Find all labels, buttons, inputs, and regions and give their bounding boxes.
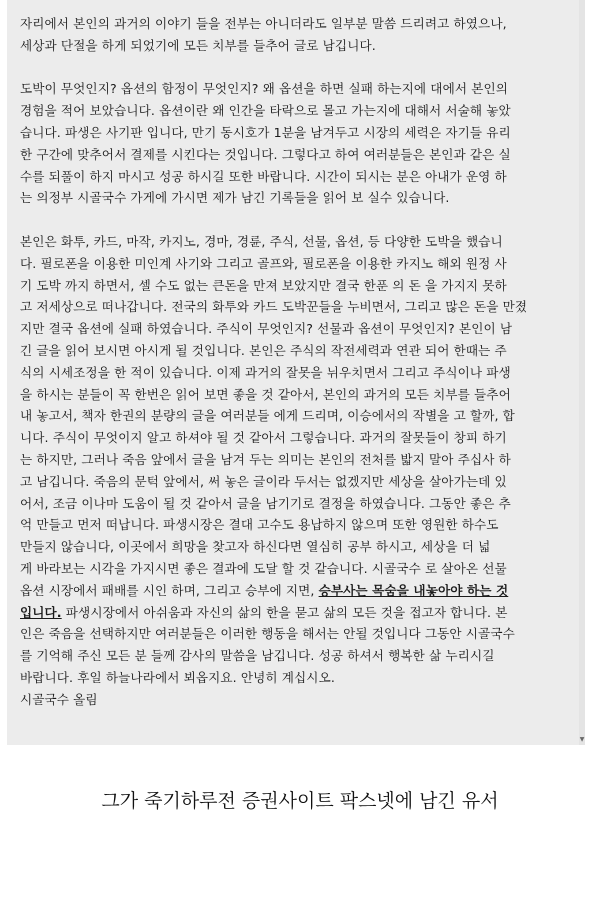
scanned-letter-screenshot bbox=[7, 0, 585, 745]
caption: 그가 죽기하루전 증권사이트 팍스넷에 남긴 유서 bbox=[101, 790, 499, 812]
text-line: 을 하시는 분들이 꼭 한번은 읽어 보면 좋을 것 같아서, 본인의 과거의 모든 치부를 들추어 bbox=[20, 386, 511, 402]
text-line: 억 만들고 먼저 떠납니다. 파생시장은 결대 고수도 용납하지 않으며 또한 영원한 하수도 bbox=[20, 517, 499, 533]
text-segment: 파생시장에서 아쉬움과 자신의 삶의 한을 묻고 삶의 모든 것을 접고자 합니다. 본 bbox=[61, 604, 508, 620]
scrollbar[interactable] bbox=[579, 0, 585, 745]
section1-paragraph bbox=[20, 78, 575, 209]
text-line: 만들지 않습니다, 이곳에서 희망을 찾고자 하신다면 열심히 공부 하시고, 세상을 더 넓 bbox=[20, 539, 491, 555]
text-line: 세상과 단절을 하게 되었기에 모든 치부를 들추어 글로 남깁니다. bbox=[20, 37, 376, 53]
text-line: 수를 되풀이 하지 마시고 성공 하시길 또한 바랍니다. 시간이 되시는 분은 아내가 운영 하 bbox=[20, 168, 507, 184]
text-line: 본인은 화투, 카드, 마작, 카지노, 경마, 경륜, 주식, 선물, 옵션, 등 다양한 도박을 했습니 bbox=[20, 233, 503, 249]
text-line: 다. 필로폰을 이용한 미인계 사기와 그리고 골프와, 필로폰을 이용한 카지노 해외 원정 사 bbox=[20, 255, 507, 271]
text-line: 긴 글을 읽어 보시면 아시게 될 것입니다. 본인은 주식의 작전세력과 연관 되어 한때는 주 bbox=[20, 342, 507, 358]
scroll-down-arrow-icon[interactable]: ▼ bbox=[579, 736, 585, 743]
text-line: 자리에서 본인의 과거의 이야기 들을 전부는 아니더라도 일부분 말씀 드리려고 하였으나, bbox=[20, 16, 507, 31]
text-line: 한 구간에 맞추어서 결제를 시킨다는 것입니다. 그렇다고 하여 여러분들은 본인과 같은 실 bbox=[20, 146, 511, 162]
letter-body bbox=[20, 13, 575, 711]
signature: 시골국수 올림 bbox=[20, 691, 98, 707]
text-line: 는 하지만, 그러나 죽음 앞에서 글을 남겨 두는 의미는 본인의 전처를 밟지 말아 주십사 하 bbox=[20, 451, 511, 467]
text-line: 내 놓고서, 책자 한권의 분량의 글을 여러분들 에게 드리며, 이승에서의 작별을 고 할까, 합 bbox=[20, 408, 515, 424]
emphasized-text: 입니다. bbox=[20, 604, 62, 620]
text-line: 습니다. 파생은 사기판 입니다, 만기 동시호가 1분을 남겨두고 시장의 세력은 자기들 유리 bbox=[20, 124, 511, 140]
text-line: 어서, 조금 이나마 도움이 될 것 같아서 글을 남기기로 결정을 하였습니다. 그동안 좋은 추 bbox=[20, 495, 511, 511]
text-line bbox=[20, 602, 575, 624]
text-line: 식의 시세조정을 한 적이 있습니다. 이제 과거의 잘못을 뉘우치면서 그리고 주식이나 파생 bbox=[20, 364, 511, 380]
text-line: 도박이 무엇인지? 옵션의 함정이 무엇인지? 왜 옵션을 하면 실패 하는지에 대에서 본인의 bbox=[20, 81, 508, 97]
text-line: 는 의정부 시골국수 가게에 가시면 제가 남긴 기록들을 읽어 보 실수 있습니다. bbox=[20, 190, 450, 206]
text-line: 지만 결국 옵션에 실패 하였습니다. 주식이 무엇인지? 선물과 옵션이 무엇인지? 본인이 남 bbox=[20, 321, 513, 337]
text-line: 고 저세상으로 떠나갑니다. 전국의 화투와 카드 도박꾼들을 누비면서, 그리고 많은 돈을 만졌 bbox=[20, 299, 528, 315]
text-line: 기 도박 까지 하면서, 셀 수도 없는 큰돈을 만져 보았지만 결국 한푼 의 돈 을 가지지 못하 bbox=[20, 277, 507, 293]
section2-paragraph bbox=[20, 231, 575, 711]
text-line: 게 바라보는 시각을 가지시면 좋은 결과에 도달 할 것 같습니다. 시골국수 로 살아온 선물 bbox=[20, 560, 507, 576]
text-line: 인은 죽음을 선택하지만 여러분들은 이러한 행동을 해서는 안될 것입니다 그동안 시골국수 bbox=[20, 626, 515, 642]
text-line: 바랍니다. 후일 하늘나라에서 뵈옵지요. 안녕히 계십시오. bbox=[20, 669, 335, 685]
text-line: 를 기억해 주신 모든 분 들께 감사의 말씀을 남깁니다. 성공 하셔서 행복한 삶 누리시길 bbox=[20, 648, 495, 664]
emphasized-text: 승부사는 목숨을 내놓아야 하는 것 bbox=[318, 582, 509, 598]
text-line: 경험을 적어 보았습니다. 옵션이란 왜 인간을 타락으로 몰고 가는지에 대해서 서술해 놓았 bbox=[20, 103, 511, 119]
text-line: 고 남깁니다. 죽음의 문턱 앞에서, 써 놓은 글이라 두서는 없겠지만 세상을 살아가는데 있 bbox=[20, 473, 507, 489]
intro-paragraph bbox=[20, 13, 575, 57]
text-line: 니다. 주식이 무엇이지 알고 하셔야 될 것 같아서 그렇습니다. 과거의 잘못들이 창피 하기 bbox=[20, 430, 507, 446]
text-line bbox=[20, 580, 575, 602]
text-segment: 옵션 시장에서 패배를 시인 하며, 그리고 승부에 지면, bbox=[20, 582, 319, 598]
